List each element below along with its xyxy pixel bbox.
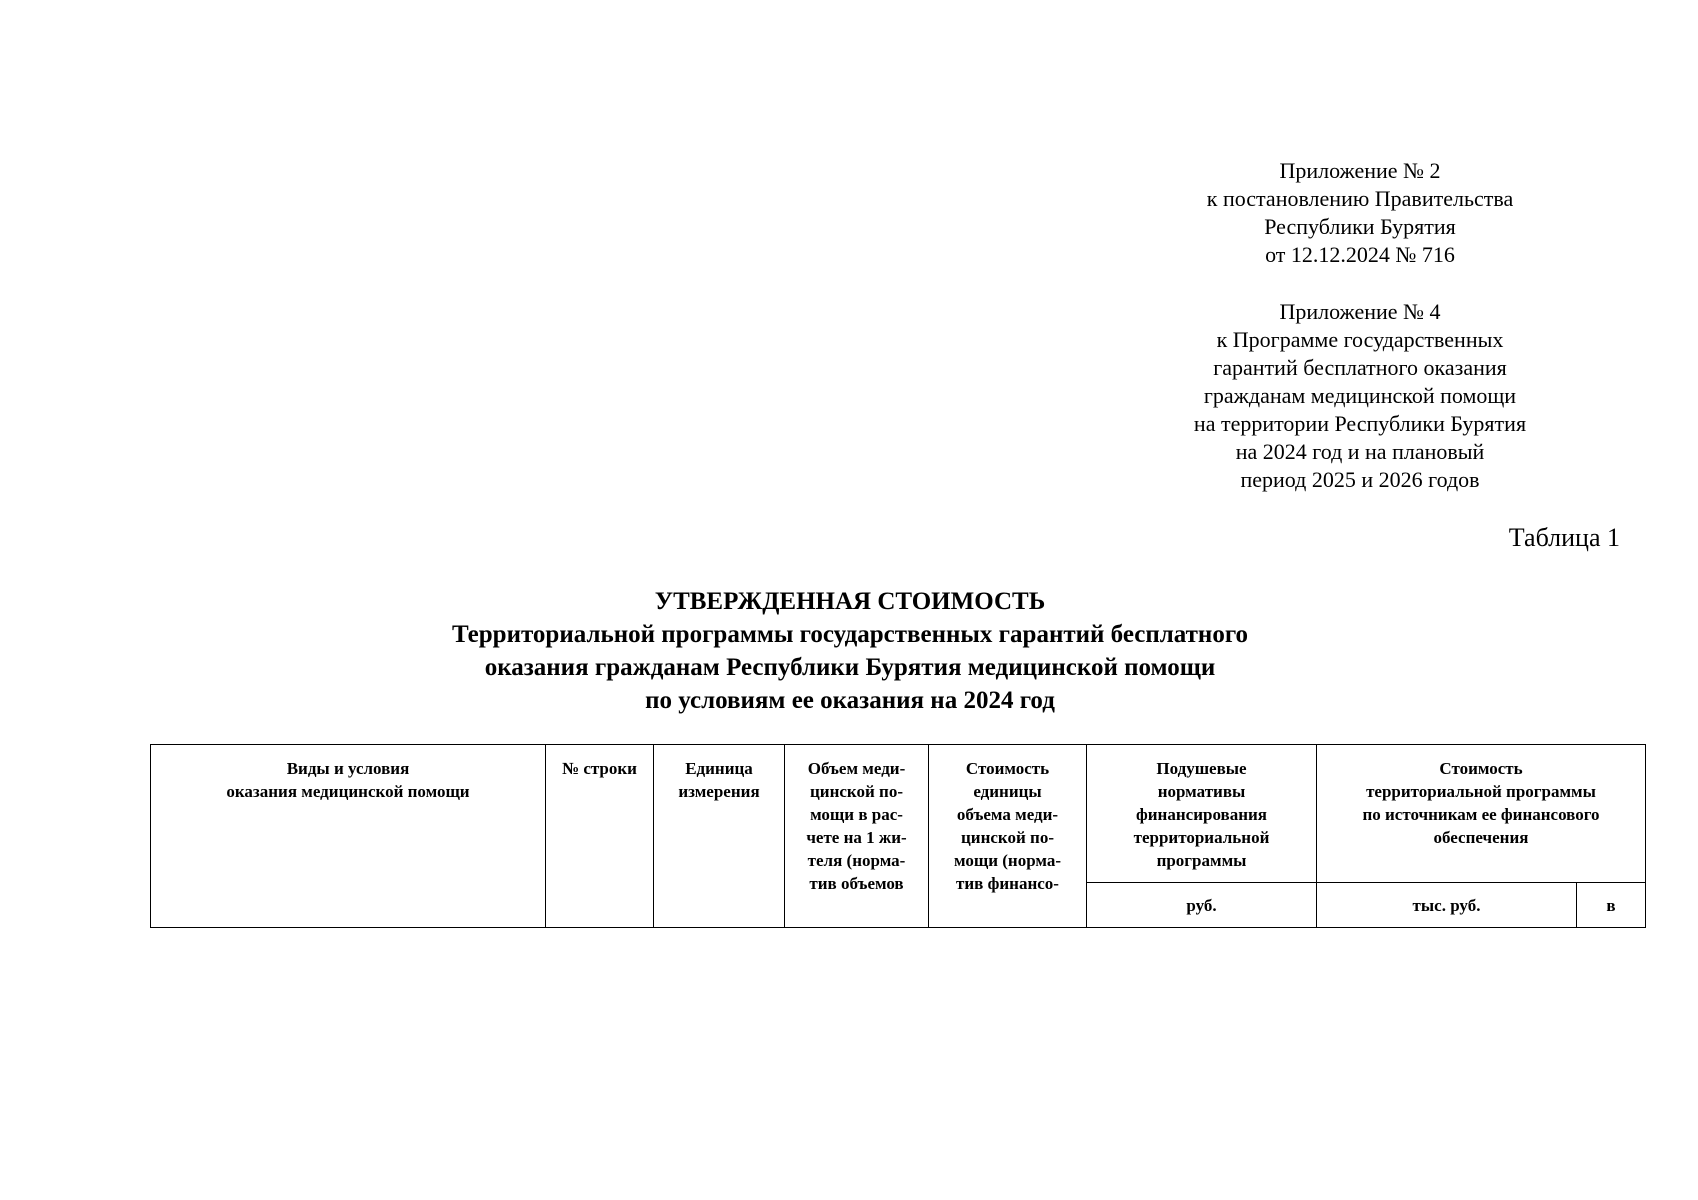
header-types-of-care bbox=[151, 745, 546, 928]
cost-table bbox=[150, 744, 1646, 928]
appendix-4-block bbox=[1140, 298, 1580, 494]
appendix-2-line: Приложение № 2 bbox=[1279, 158, 1441, 183]
header-volume bbox=[785, 745, 929, 928]
header-unit bbox=[654, 745, 785, 928]
appendix-2-line: к постановлению Правительства bbox=[1206, 186, 1514, 211]
appendix-2-line: от 12.12.2024 № 716 bbox=[1265, 242, 1455, 267]
header-unit-cost-text: Стоимость единицы объема меди- цинской по- мощи (норма- тив финансо- bbox=[953, 759, 1062, 893]
appendix-4-line: период 2025 и 2026 годов bbox=[1240, 467, 1480, 492]
appendix-4-line: гражданам медицинской помощи bbox=[1203, 383, 1517, 408]
header-per-capita bbox=[1087, 745, 1317, 883]
header-volume-text: Объем меди- цинской по- мощи в рас- чете на 1 жи- теля (норма- тив объемов bbox=[806, 759, 907, 893]
title-line: оказания гражданам Республики Бурятия медицинской помощи bbox=[484, 654, 1216, 681]
table-label: Таблица 1 bbox=[1508, 523, 1620, 552]
appendix-4-line: Приложение № 4 bbox=[1279, 299, 1441, 324]
document-title bbox=[200, 585, 1500, 717]
appendix-4-line: на территории Республики Бурятия bbox=[1193, 411, 1527, 436]
subheader-in: в bbox=[1577, 883, 1646, 928]
subheader-thousand-rub: тыс. руб. bbox=[1317, 883, 1577, 928]
header-program-cost-text: Стоимость территориальной программы по источникам ее финансового обеспечения bbox=[1362, 759, 1600, 847]
appendix-4-line: на 2024 год и на плановый bbox=[1235, 439, 1485, 464]
header-unit-cost bbox=[929, 745, 1087, 928]
subheader-rub: руб. bbox=[1087, 883, 1317, 928]
header-types-of-care-text: Виды и условия оказания медицинской помощи bbox=[226, 759, 470, 801]
header-program-cost bbox=[1317, 745, 1646, 883]
header-row-number-text: № строки bbox=[562, 759, 637, 778]
appendix-2-line: Республики Бурятия bbox=[1264, 214, 1456, 239]
title-line: по условиям ее оказания на 2024 год bbox=[645, 687, 1055, 714]
title-line: УТВЕРЖДЕННАЯ СТОИМОСТЬ bbox=[654, 588, 1046, 615]
title-line: Территориальной программы государственных гарантий бесплатного bbox=[451, 621, 1249, 648]
header-unit-text: Единица измерения bbox=[678, 759, 760, 801]
header-per-capita-text: Подушевые нормативы финансирования территориальной программы bbox=[1133, 759, 1270, 870]
appendix-4-line: к Программе государственных bbox=[1216, 327, 1504, 352]
appendix-2-block bbox=[1140, 157, 1580, 269]
appendix-4-line: гарантий бесплатного оказания bbox=[1213, 355, 1507, 380]
header-row-number bbox=[546, 745, 654, 928]
